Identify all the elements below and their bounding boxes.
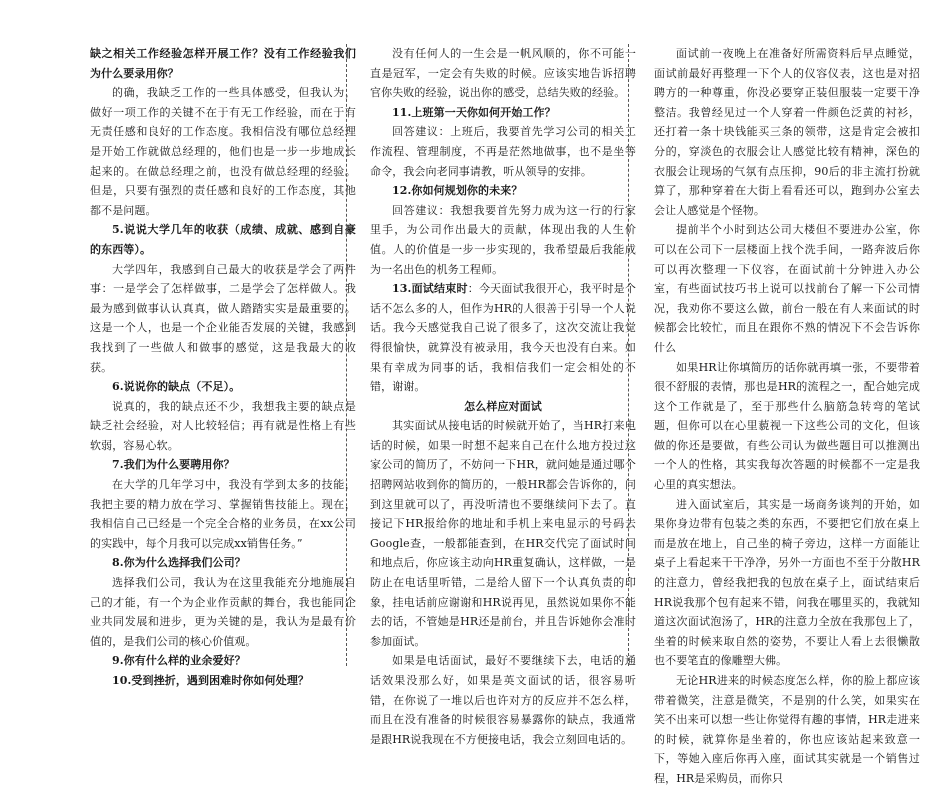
column-left — [90, 44, 356, 687]
question-heading: 9.你有什么样的业余爱好？ — [112, 654, 246, 668]
question-heading: 缺之相关工作经验怎样开展工作？没有工作经验我们为什么要录用你？ — [90, 47, 356, 80]
question-heading: 7.我们为什么要聘用你？ — [112, 458, 235, 472]
paragraph: 如果是电话面试，最好不要继续下去，电话的通话效果没那么好，如果是英文面试的话，很容易听错，在你说了一堆以后也许对方的反应并不怎么样，而且在没有准备的时候很容易暴露你的缺点，我通常是跟HR说我现在不方便接电话，我会立刻回电话的。 — [370, 654, 636, 746]
paragraph: 大学四年，我感到自己最大的收获是学会了两件事：一是学会了怎样做事，二是学会了怎样做人。我最为感到做事认认真真，做人踏踏实实是最重要的。这是一个人，也是一个企业能否发展的关键，我感到我找到了一些做人和做事的感觉，这是我最大的收获。 — [90, 262, 356, 374]
column-middle — [370, 44, 637, 746]
paragraph: 如果HR让你填简历的话你就再填一张，不要带着很不舒服的表情，那也是HR的流程之一，配合她完成这个工作就是了，至于那些什么脑筋急转弯的笔试题，但你可以在心里藐视一下这些公司的文化，但该做的你还是要做，有些公司认为做些题目可以推测出一个人的性格，其实我每次答题的时候都不一定是我心里的真实想法。 — [654, 360, 920, 492]
paragraph: 回答建议：上班后，我要首先学习公司的相关工作流程、管理制度，不再是茫然地做事，也不是坐等命令，我会向老同事请教，听从领导的安排。 — [370, 125, 636, 178]
question-heading: 6.说说你的缺点（不足）。 — [112, 380, 241, 394]
question-heading: 8.你为什么选择我们公司？ — [112, 556, 246, 570]
column-right — [654, 44, 920, 785]
question-heading: 10.受到挫折，遇到困难时你如何处理？ — [112, 674, 310, 687]
paragraph: 说真的，我的缺点还不少，我想我主要的缺点是缺乏社会经验，对人比较轻信；再有就是性格上有些软弱，容易心软。 — [90, 399, 356, 452]
column-divider — [628, 44, 629, 666]
paragraph: 选择我们公司，我认为在这里我能充分地施展自己的才能，有一个为企业作贡献的舞台，我也能同企业共同发展和进步，更为关键的是，我认为是最有价值的，是我们公司的核心价值观。 — [90, 576, 356, 648]
question-heading: 12.你如何规划你的未来？ — [392, 184, 523, 198]
paragraph: 面试前一夜晚上在准备好所需资料后早点睡觉，面试前最好再整理一下个人的仪容仪表，这也是对招聘方的一种尊重，你没必要穿正装但服装一定要干净整洁。我曾经见过一个人穿着一件颜色泛黄的衬衫，还打着一条十块钱能买三条的领带，这是肯定会被扣分的，穿淡色的衣服会让人感觉比较有精神，深色的衣服会让现场的气氛有点压抑，90后的非主流打扮就算了，那种穿着在大街上看看还可以，跑到办公室去会让人感觉是个怪物。 — [654, 47, 920, 217]
paragraph: 提前半个小时到达公司大楼但不要进办公室，你可以在公司下一层楼面上找个洗手间，一路奔波后你可以再次整理一下仪容，在面试前十分钟进入办公室，有些面试技巧书上说可以找前台了解一下公司情况，我劝你不要这么做，前台一般在有人来面试的时候都会比较忙，而且在跟你不熟的情况下不会告诉你什么 — [654, 223, 920, 354]
paragraph — [370, 279, 636, 397]
paragraph: 其实面试从接电话的时候就开始了，当HR打来电话的时候，如果一时想不起来自己在什么地方投过这家公司的简历了，不妨问一下HR，就问她是通过哪个招聘网站收到你的简历的，一般HR都会告诉你的，问到这里就可以了，再没听清也不要继续问下去了。直接记下HR报给你的地址和手机上来电显示的号码去Google查，一般都能查到，在HR交代完了面试时间和地点后，你应该主动向HR重复确认，这样做，一是防止在电话里听错，二是给人留下一个认真负责的印象，挂电话前应谢谢和HR说再见，虽然说如果你不能去的话，不管她是HR还是前台，并且告诉她你会准时参加面试。 — [370, 419, 636, 648]
paragraph-text: ：今天面试我很开心，我平时是个话不怎么多的人，但作为HR的人很善于引导一个人说话。我今天感觉我自己说了很多了，这次交流让我觉得很愉快，就算没有被录用，我今天也没有白来。如果有幸成为同事的话，我相信我们一定会相处的不错，谢谢。 — [370, 282, 637, 394]
paragraph: 回答建议：我想我要首先努力成为这一行的行家里手，为公司作出最大的贡献，体现出我的人生价值。人的价值是一步一步实现的，我希望最后我能成为一名出色的机务工程师。 — [370, 203, 636, 276]
paragraph: 在大学的几年学习中，我没有学到太多的技能，我把主要的精力放在学习、掌握销售技能上。现在，我相信自己已经是一个完全合格的业务员，在xx公司的实践中，每个月我可以完成xx销售任务。” — [90, 478, 356, 550]
column-divider — [346, 44, 347, 666]
paragraph: 没有任何人的一生会是一帆风顺的，你不可能一直是冠军，一定会有失败的时候。应该实地告诉招聘官你失败的经验，说出你的感受，总结失败的经验。 — [370, 47, 636, 100]
paragraph: 无论HR进来的时候态度怎么样，你的脸上都应该带着微笑，注意是微笑，不是别的什么笑，如果实在笑不出来可以想一些让你觉得有趣的事情，HR走进来的时候，就算你是坐着的，你也应该站起来致意一下，等她入座后你再入座，面试其实就是一个销售过程，HR是采购员，而你只 — [654, 674, 920, 785]
question-heading: 11.上班第一天你如何开始工作？ — [392, 105, 556, 119]
paragraph-lead: 13.面试结束时 — [392, 282, 468, 296]
question-heading: 5.说说大学几年的收获（成绩、成就、感到自豪的东西等）。 — [90, 223, 356, 256]
paragraph: 的确，我缺乏工作的一些具体感受，但我认为，做好一项工作的关键不在于有无工作经验，而在于有无责任感和良好的工作态度。我相信没有哪位总经理是开始工作就做总经理的，他们也是一步一步地成长起来的。在做总经理之前，也没有做总经理的经验。但是，只要有强烈的责任感和良好的工作态度，其他都不是问题。 — [90, 86, 356, 217]
section-title: 怎么样应对面试 — [464, 399, 542, 413]
paragraph: 进入面试室后，其实是一场商务谈判的开始，如果你身边带有包装之类的东西，不要把它们放在桌上而是放在地上，自己坐的椅子旁边，这样一方面能让桌子上看起来干干净净，另外一方面也不至于分散HR的注意力，曾经我把我的包放在桌子上，面试结束后HR说我那个包有起来不错，问我在哪里买的，我就知道这次面试泡汤了，HR的注意力全放在我那包上了，坐着的时候来取自然的姿势，不要让人看上去很懒散也不要笔直的像雕塑大佛。 — [654, 497, 920, 668]
